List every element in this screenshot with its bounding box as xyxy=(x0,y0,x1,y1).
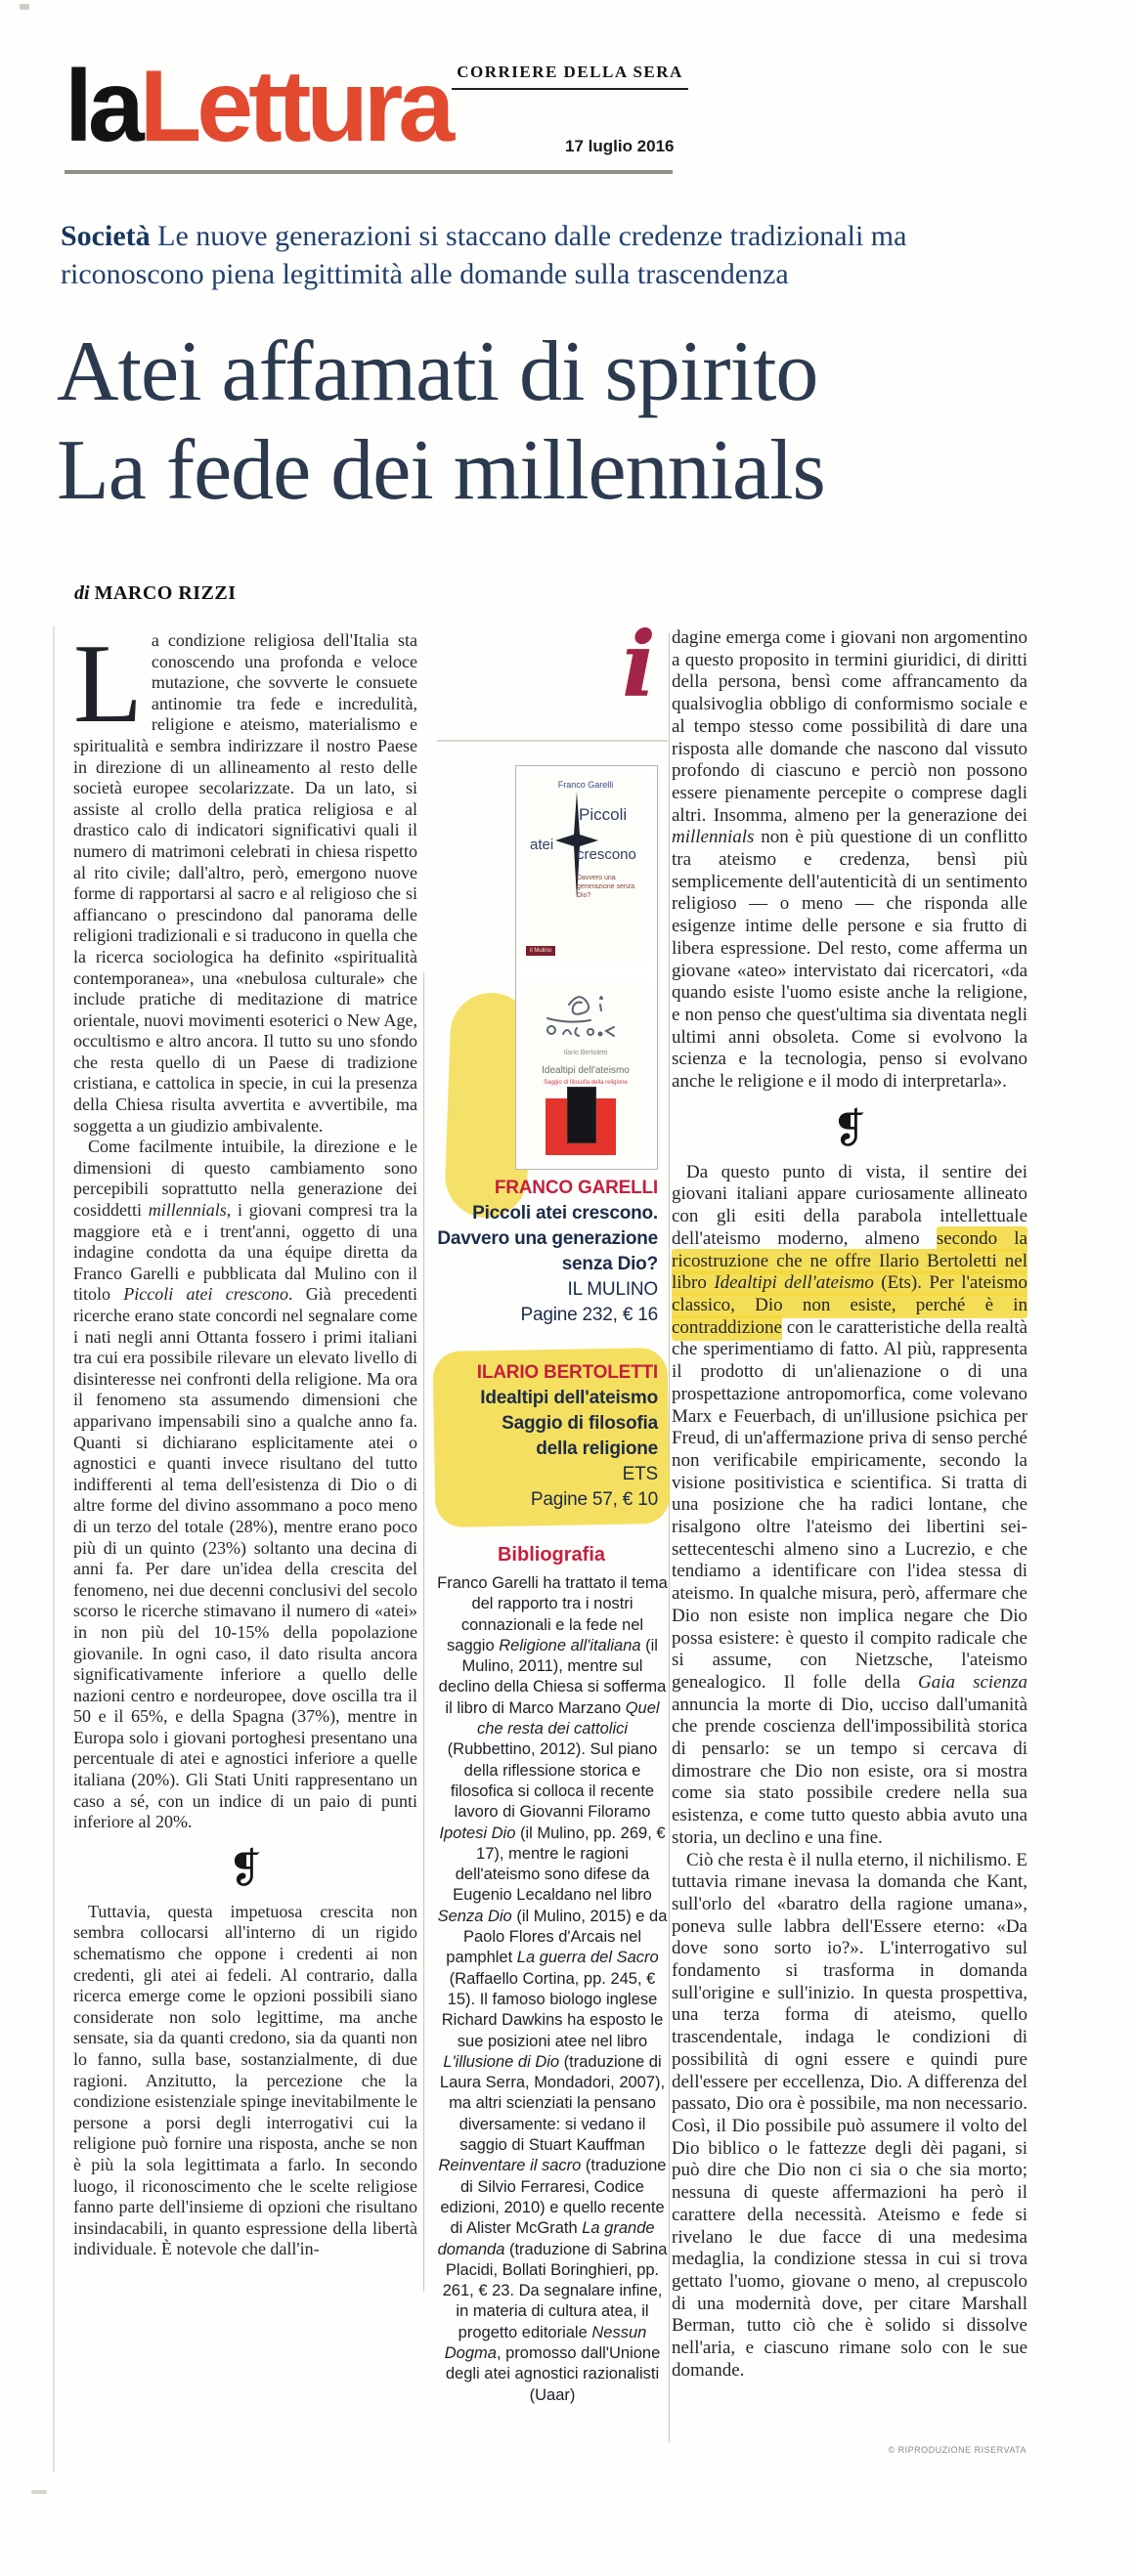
column-divider xyxy=(423,972,424,2292)
text-segment: Tuttavia, questa impetuosa crescita non sembra collocarsi all'interno di un rigido schematismo che oppone i credenti ai non credenti, gli atei ai fedeli. Al contrario, dalla ricerca emerge come le opzioni possibili siano considerate non solo legittime, ma anche sensate, sia da quanti credono, sia da quanti non lo fanno, sulla base, sostanzialmente, di due ragioni. Anzitutto, la percezione che la condizione esistenziale spinge inevitabilmente le persone a porsi degli interrogativi cui la religione può fornire una risposta, anche se non è più la sola legittimata a farlo. In secondo luogo, il riconoscimento che le scelte religiose fanno parte dell'insieme di opzioni che risultano insindacabili, in quanto espressione della libertà individuale. È notevole che dall'in- xyxy=(73,1901,417,2259)
text-segment: La grande domanda xyxy=(437,2219,655,2258)
section-ornament-icon: ❡ xyxy=(832,1103,867,1152)
cover-subtitle: Davvero una generazione senza Dio? xyxy=(577,875,635,899)
text-segment: Nessun Dogma xyxy=(444,2323,647,2362)
text-segment: dagine emerga come i giovani non argomentino a questo proposito in termini giuridici, di diritti della persona, bensì come affrancamento da qualsivoglia obbligo di conformismo sociale e al tempo stesso come possibilità di dare una risposta alle domande che nascono dal vissuto profondo di ciascuno e perciò non possono essere pienamente percepite o comprese dagli altri. Insomma, almeno per la generazione dei xyxy=(672,627,1027,826)
text-segment: Reinventare il sacro xyxy=(438,2157,582,2175)
book-author: ILARIO BERTOLETTI xyxy=(476,1362,658,1383)
text-segment: annuncia la morte di Dio, ucciso dall'umanità che prende coscienza dell'impossibilità storica di pensarlo: se un tempo si cercava di dimostrare che Dio non esiste, ora si mostra come sia stato possibile credere nella sua esistenza, e come tutto questo abbia avuto una storia, un declino e una fine. xyxy=(672,1694,1027,1848)
text-segment: con le caratteristiche della realtà che sperimentiamo di fatto. Al più, rappresenta il prodotto di un'alienazione o di una prospettazione antropomorfica, come volevano Marx e Feuerbach, di un'illusione psichica per Freud, di un'affermazione priva di senso perché non verificabile empiricamente, secondo la visione positivistica e scientifica. Si tratta di una posizione che ha radici lontane, che risalgono oltre l'ateismo dei libertini sei-settecenteschi almeno sino a Lucrezio, e che tendiamo a identificare con l'idea stessa di ateismo. In qualche misura, però, affermare che Dio non esiste non implica negare che Dio possa esistere: è questo il compito radicale che si assume, con Nietzsche, l'ateismo genealogico. Il folle della xyxy=(672,1316,1027,1693)
paragraph xyxy=(672,1162,1027,1850)
book-publisher: ETS xyxy=(622,1464,658,1484)
text-segment: millennials xyxy=(672,827,755,848)
article-headline xyxy=(57,322,1034,520)
cover-photo xyxy=(546,1098,616,1155)
text-segment: (traduzione di Sabrina Placidi, Bollati Boringhieri, pp. 261, € 23. Da segnalare infine, in materia di cultura atea, il progetto editoriale xyxy=(442,2240,668,2341)
text-segment: secondo la ricostruzione che ne offre Ilario Bertoletti nel libro xyxy=(672,1226,1027,1296)
paragraph xyxy=(73,1137,417,1833)
text-segment: La guerra del Sacro xyxy=(516,1949,659,1967)
book-subtitle: Davvero una generazione xyxy=(437,1228,658,1249)
text-segment: Idealtipi dell'ateismo xyxy=(714,1270,874,1296)
copyright-credit: © RIPRODUZIONE RISERVATA xyxy=(888,2445,1027,2455)
kicker-text: Le nuove generazioni si staccano dalle credenze tradizionali ma riconoscono piena legittimità alle domande sulla trascendenza xyxy=(61,220,907,290)
edition-date: 17 luglio 2016 xyxy=(565,137,675,155)
text-segment: (il Mulino, 2015) e da Paolo Flores d'Arcais nel pamphlet xyxy=(446,1907,668,1967)
text-segment: (Raffaello Cortina, pp. 245, € 15). Il famoso biologo inglese Richard Dawkins ha esposto le sue posizioni atee nel libro xyxy=(441,1969,664,2050)
doodle-icon xyxy=(540,991,634,1050)
scan-fold-line xyxy=(53,625,55,2472)
cover-subtitle: Saggio di filosofia della religione xyxy=(544,1080,628,1086)
book-cover-piccoli-atei xyxy=(522,772,649,964)
headline-line2: La fede dei millennials xyxy=(57,423,825,518)
kicker-section: Società xyxy=(61,220,151,252)
cover-publisher-badge: il Mulino xyxy=(526,946,555,956)
text-segment: Ciò che resta è il nulla eterno, il nichilismo. E tuttavia rimane inevasa la domanda che Kant, sull'orlo del «baratro della ragione umana», poneva sulle labbra dell'Essere eterno: «Da dove sono sorto io?». L'interrogativo sul fondamento si trasforma in domanda sull'origine e sull'inizio. In questa prospettiva, una terza forma di ateismo, quello trascendentale, indaga le condizioni di possibilità di ogni essere e quindi pure dell'essere per eccellenza, Dio. A differenza del passato, Dio ora è possibile, ma non necessario. Così, il Dio possibile può assumere il volto del Dio biblico o le fattezze degli dèi pagani, si può dire che Dio non ci sia o che sia morto; nessuna di queste affermazioni ha però il carattere della necessità. Ateismo e fede si rivelano le due facce di una medesima medaglia, la condizione stessa in cui si trova gettato l'uomo, giovane o meno, al crepuscolo di una modernità dove, per citare Marshall Berman, tutto ciò che è solido si dissolve nell'aria, e ciascuno rimane solo con le sue domande. xyxy=(672,1849,1027,2381)
info-i-icon: i xyxy=(622,612,656,717)
text-segment: millennials xyxy=(148,1200,227,1221)
paragraph xyxy=(672,1850,1027,2383)
text-segment: Franco Garelli ha trattato il tema del rapporto tra i nostri connazionali e la fede nel saggio xyxy=(437,1574,668,1654)
cover-title-word: crescono xyxy=(577,846,636,863)
text-segment: (il Mulino, pp. 269, € 17), mentre le ragioni dell'ateismo sono difese da Eugenio Lecaldano nel libro xyxy=(453,1824,666,1905)
text-segment: (il Mulino, 2011), mentre sul declino della Chiesa si sofferma il libro di Marco Marzano xyxy=(438,1636,667,1717)
drop-cap: L xyxy=(73,622,143,747)
book-cover-idealtipi xyxy=(522,983,649,1163)
book-info-garelli xyxy=(435,1176,658,1328)
text-segment: Ipotesi Dio xyxy=(439,1824,516,1842)
body-column-right xyxy=(672,627,1027,2382)
text-segment: Senza Dio xyxy=(437,1907,512,1925)
text-segment: (traduzione di Laura Serra, Mondadori, 2007), ma altri scienziati la pensano diversamente: si vedano il saggio di Stuart Kauffman xyxy=(439,2052,666,2155)
text-segment: non è più questione di un conflitto tra ateismo e credenza, bensì più semplicemente dell'autenticità di un sentimento religioso — o meno — che risponda alle esigenze intime delle persone e sia frutto di libera espressione. Del resto, come afferma un giovane «ateo» intervistato dai ricercatori, «da quando esiste l'uomo esiste anche la religione, e non penso che quest'ultima sia diventata negli ultimi anni obsoleta. Come si evolvono la scienza e la tecnologia, penso si evolvano anche le religione e il modo di interpretarla». xyxy=(672,827,1027,1093)
text-segment: Quel che resta dei cattolici xyxy=(476,1698,660,1739)
book-publisher: IL MULINO xyxy=(567,1279,658,1300)
supplement-logo xyxy=(65,49,450,164)
masthead-corriere: CORRIERE DELLA SERA xyxy=(452,63,688,90)
text-segment: Come facilmente intuibile, la direzione e le dimensioni di questo cambiamento sono percepibili soprattutto nella generazione dei cosiddetti xyxy=(73,1137,417,1221)
book-pages-price: Pagine 232, € 16 xyxy=(520,1305,658,1325)
paragraph xyxy=(73,1902,417,2260)
scan-speck xyxy=(20,4,29,10)
book-subtitle: Saggio di filosofia xyxy=(502,1413,658,1434)
text-segment: Gaia scienza xyxy=(918,1671,1027,1693)
text-segment: (Ets). Per l'ateismo classico, Dio non esiste, perché è in contraddizione xyxy=(672,1270,1027,1340)
scan-speck xyxy=(31,2490,47,2494)
byline-prefix: di xyxy=(74,582,90,604)
logo-lettura: Lettura xyxy=(139,50,451,163)
byline xyxy=(74,582,237,605)
book-pages-price: Pagine 57, € 10 xyxy=(530,1489,658,1510)
book-info-bertoletti xyxy=(435,1360,658,1513)
text-segment: (traduzione di Silvio Ferraresi, Codice edizioni, 2010) e quello recente di Alister McGrath xyxy=(440,2157,667,2238)
paragraph xyxy=(672,627,1027,1094)
text-segment: (Rubbettino, 2012). Sul piano della riflessione storica e filosofica si colloca il recente lavoro di Giovanni Filoramo xyxy=(447,1740,658,1822)
cover-title-word: atei xyxy=(530,837,554,853)
cover-title: Idealtipi dell'ateismo xyxy=(542,1065,630,1076)
text-segment: Da questo punto di vista, il sentire dei giovani italiani appare curiosamente allineato con gli esiti della parabola intellettuale dell'ateismo moderno, almeno xyxy=(672,1161,1027,1249)
text-segment: . Già precedenti ricerche erano state concordi nel segnalare come i nati negli anni Ottanta fossero i primi italiani tra cui era possibile rilevare un elevato livello di disinteresse nei confronti della religione. Ma ora il fenomeno sta assumendo dimensioni che apparivano impensabili sino a qualche anno fa. Quanti si dichiarano esplicitamente atei o agnostici e quanti invece risultano del tutto indifferenti al tema dell'esistenza di Dio o di altre forme del divino assommano a poco meno di un terzo del totale (28%), mentre erano poco più di un quinto (23%) soltanto una decina di anni fa. Per dare un'idea della crescita del fenomeno, nei due decenni conclusivi del secolo scorso le ricerche stimavano il numero di «atei» in non più del 10-15% della popolazione giovanile. In ogni caso, il dato risulta ancora significativamente inferiore a quello delle nazioni centro e nordeuropee, dove oscilla tra il 50 e il 65%, e della Spagna (37%), mentre in Europa solo i giovani portoghesi presentano una percentuale di atei e agnostici inferiore a quelle italiana (20%). Gli Stati Uniti rappresentano un caso a sé, con un indice di un paio di punti inferiore al 20%. xyxy=(73,1284,417,1832)
text-segment: Religione all'italiana xyxy=(499,1636,641,1654)
book-title: Piccoli atei crescono. xyxy=(472,1203,658,1224)
kicker xyxy=(61,217,1004,293)
text-segment: a condizione religiosa dell'Italia sta conoscendo una profonda e veloce mutazione, che sovverte le consuete antinomie tra fede e incredulità, religione e ateismo, materialismo e spiritualità e sembra indirizzare il nostro Paese in direzione di un allineamento al resto delle società europee secolarizzate. Da un lato, si assiste al crollo della pratica religiosa e al drastico calo di indicatori significativi quali il numero di matrimoni celebrati in chiesa rispetto al rito civile; dall'altro, però, emergono nuove forme di rapportarsi al sacro e al religioso che si affiancano o prescindono dal panorama delle religioni tradizionali e si traducono in quella che la ricerca sociologica ha definito «spiritualità contemporanea», una «nebulosa culturale» che include pratiche di meditazione di matrice orientale, nuovi movimenti esoterici o New Age, occultismo e altro ancora. Il tutto su uno sfondo che resta quello di un Paese di tradizione cristiana, e cattolica in specie, in cui la presenza della Chiesa risulta avvertita e avvertibile, ma soggetta a un giudizio ambivalente. xyxy=(73,630,417,1136)
text-segment: Piccoli atei crescono xyxy=(123,1284,289,1305)
book-title: Idealtipi dell'ateismo xyxy=(480,1388,658,1408)
body-column-left xyxy=(73,622,417,2260)
byline-author: MARCO RIZZI xyxy=(94,582,237,604)
text-segment: L'illusione di Dio xyxy=(443,2052,560,2071)
mini-book-image xyxy=(567,1087,596,1143)
book-covers-box xyxy=(515,765,658,1170)
text-segment: , i giovani compresi tra la maggiore età e i trent'anni, oggetto di una indagine condotta da una équipe diretta da Franco Garelli e pubblicata dal Mulino con il titolo xyxy=(73,1200,417,1305)
cover-title-word: Piccoli xyxy=(579,805,628,824)
middle-column-rule xyxy=(437,740,668,742)
text-segment: , promosso dall'Unione degli atei agnostici razionalisti (Uaar) xyxy=(445,2343,661,2404)
logo-la: la xyxy=(65,50,140,163)
bibliography-heading: Bibliografia xyxy=(497,1544,605,1566)
cover-author: Franco Garelli xyxy=(557,780,614,790)
book-author: FRANCO GARELLI xyxy=(494,1178,658,1198)
bibliography-text xyxy=(437,1573,668,2406)
headline-line1: Atei affamati di spirito xyxy=(57,324,818,419)
column-divider xyxy=(669,633,670,2443)
book-subtitle: senza Dio? xyxy=(561,1254,658,1274)
book-subtitle: della religione xyxy=(536,1438,658,1459)
paragraph xyxy=(73,622,417,1137)
section-ornament-icon: ❡ xyxy=(228,1843,263,1892)
cover-author: Ilario Bertoletti xyxy=(563,1050,608,1056)
masthead-rule xyxy=(65,170,673,174)
